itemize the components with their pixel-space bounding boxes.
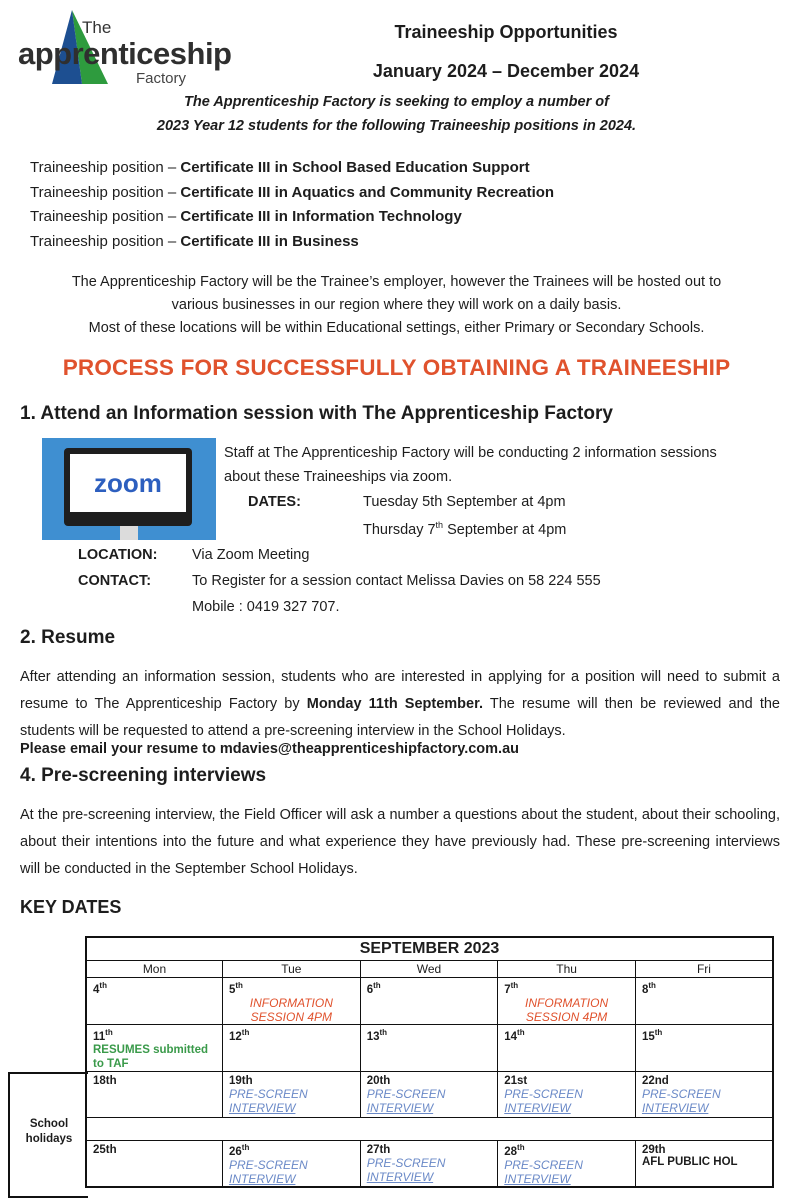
contact-label: CONTACT:: [78, 573, 152, 589]
calendar-event: PRE-SCREEN INTERVIEW: [641, 1086, 721, 1115]
calendar-day-cell: 12th: [222, 1024, 360, 1071]
calendar-day-cell: 8th: [635, 978, 773, 1025]
process-title: PROCESS FOR SUCCESSFULLY OBTAINING A TRAINEESHIP: [62, 355, 731, 380]
calendar-day-cell: 25th: [86, 1140, 222, 1187]
logo-text-factory: Factory: [136, 70, 187, 87]
day-header: Thu: [498, 961, 636, 978]
september-calendar: [85, 936, 774, 1188]
calendar-day-cell: 26th PRE-SCREEN INTERVIEW: [222, 1140, 360, 1187]
day-header: Wed: [360, 961, 498, 978]
school-holidays-box: [8, 1072, 88, 1198]
logo-text-the: The: [82, 18, 112, 37]
calendar-day-cell: 14th: [498, 1024, 636, 1071]
calendar-day-cell: 22nd PRE-SCREEN INTERVIEW: [635, 1071, 773, 1117]
calendar-event: PRE-SCREEN INTERVIEW: [366, 1086, 446, 1115]
zoom-logo: zoom: [70, 454, 186, 512]
email-instruction: Please email your resume to mdavies@theapprenticeshipfactory.com.au: [20, 741, 519, 757]
calendar-day-cell: 20th PRE-SCREEN INTERVIEW: [360, 1071, 498, 1117]
location-label: LOCATION:: [78, 547, 158, 563]
contact-line-2: Mobile : 0419 327 707.: [192, 599, 340, 615]
position-item: Traineeship position – Certificate III in Business: [30, 233, 359, 250]
calendar-day-cell: 27th PRE-SCREEN INTERVIEW: [360, 1140, 498, 1187]
intro-line-1: The Apprenticeship Factory is seeking to employ a number of: [184, 94, 609, 110]
page-title: Traineeship Opportunities: [394, 22, 618, 42]
session-date-1: Tuesday 5th September at 4pm: [363, 494, 566, 510]
monitor-icon: [64, 448, 192, 526]
company-logo: [12, 10, 232, 92]
calendar-event: PRE-SCREEN INTERVIEW: [366, 1155, 446, 1184]
calendar-day-cell: 5th INFORMATION SESSION 4PM: [222, 978, 360, 1025]
contact-line-1: To Register for a session contact Melissa Davies on 58 224 555: [192, 573, 601, 589]
session-date-2: Thursday 7th September at 4pm: [363, 520, 567, 538]
calendar-event: INFORMATION SESSION 4PM: [525, 995, 609, 1024]
calendar-title: SEPTEMBER 2023: [86, 937, 773, 961]
calendar-event: RESUMES submitted to TAF: [93, 1043, 209, 1070]
dates-label: DATES:: [248, 494, 301, 510]
day-header: Tue: [222, 961, 360, 978]
calendar-day-cell: 11th RESUMES submitted to TAF: [86, 1024, 222, 1071]
calendar-day-cell: 18th: [86, 1071, 222, 1117]
position-item: Traineeship position – Certificate III in Information Technology: [30, 208, 462, 225]
calendar-event: AFL PUBLIC HOL: [641, 1155, 738, 1168]
section-4-heading: 4. Pre-screening interviews: [20, 765, 267, 786]
calendar-event: PRE-SCREEN INTERVIEW: [504, 1086, 583, 1115]
school-holidays-label: School holidays: [25, 1118, 73, 1145]
calendar-day-cell: 21st PRE-SCREEN INTERVIEW: [498, 1071, 636, 1117]
page-period: January 2024 – December 2024: [372, 61, 640, 81]
calendar-day-cell: 6th: [360, 978, 498, 1025]
logo-text-main: apprenticeship: [18, 36, 232, 71]
day-header: Fri: [635, 961, 773, 978]
calendar-day-cell: 19th PRE-SCREEN INTERVIEW: [222, 1071, 360, 1117]
day-header: Mon: [86, 961, 222, 978]
calendar-spacer-row: [86, 1117, 773, 1140]
resume-paragraph: After attending an information session, students who are interested in applying for a position will need to submit a resume to The Apprenticeship Factory by Monday 11th September. The resume will then be reviewed and the students will be requested to attend a pre-screening interview in the School Holidays.: [20, 669, 780, 739]
position-item: Traineeship position – Certificate III in Aquatics and Community Recreation: [30, 184, 555, 201]
calendar-event: PRE-SCREEN INTERVIEW: [228, 1158, 308, 1187]
calendar-event: PRE-SCREEN INTERVIEW: [228, 1086, 308, 1115]
calendar-day-cell: 29th AFL PUBLIC HOL: [635, 1140, 773, 1187]
section-1-heading: 1. Attend an Information session with The Apprenticeship Factory: [20, 403, 613, 424]
employer-paragraph: The Apprenticeship Factory will be the Trainee’s employer, however the Trainees will be hosted out to various businesses in our region where they will work on a daily basis. Most of these locations will be within Educational settings, either Primary or Secondary Schools.: [71, 274, 722, 336]
calendar-day-cell: 28th PRE-SCREEN INTERVIEW: [498, 1140, 636, 1187]
prescreen-paragraph: At the pre-screening interview, the Field Officer will ask a number a questions about the student, about their schooling, about their intentions into the future and what experience they have previously had. These pre-screening interviews will be conducted in the September School Holidays.: [20, 807, 780, 877]
location-value: Via Zoom Meeting: [192, 547, 310, 563]
calendar-event: INFORMATION SESSION 4PM: [249, 995, 333, 1024]
calendar-day-cell: 7th INFORMATION SESSION 4PM: [498, 978, 636, 1025]
calendar-day-cell: 15th: [635, 1024, 773, 1071]
section-2-heading: 2. Resume: [20, 627, 116, 648]
key-dates-heading: KEY DATES: [20, 897, 122, 917]
intro-line-2: 2023 Year 12 students for the following Traineeship positions in 2024.: [156, 118, 637, 134]
zoom-image: [42, 438, 216, 540]
position-item: Traineeship position – Certificate III in School Based Education Support: [30, 159, 530, 176]
calendar-event: PRE-SCREEN INTERVIEW: [504, 1158, 583, 1187]
calendar-day-cell: 4th: [86, 978, 222, 1025]
info-text-line-2: about these Traineeships via zoom.: [224, 469, 453, 485]
calendar-day-cell: 13th: [360, 1024, 498, 1071]
info-text-line-1: Staff at The Apprenticeship Factory will be conducting 2 information sessions: [224, 445, 717, 461]
